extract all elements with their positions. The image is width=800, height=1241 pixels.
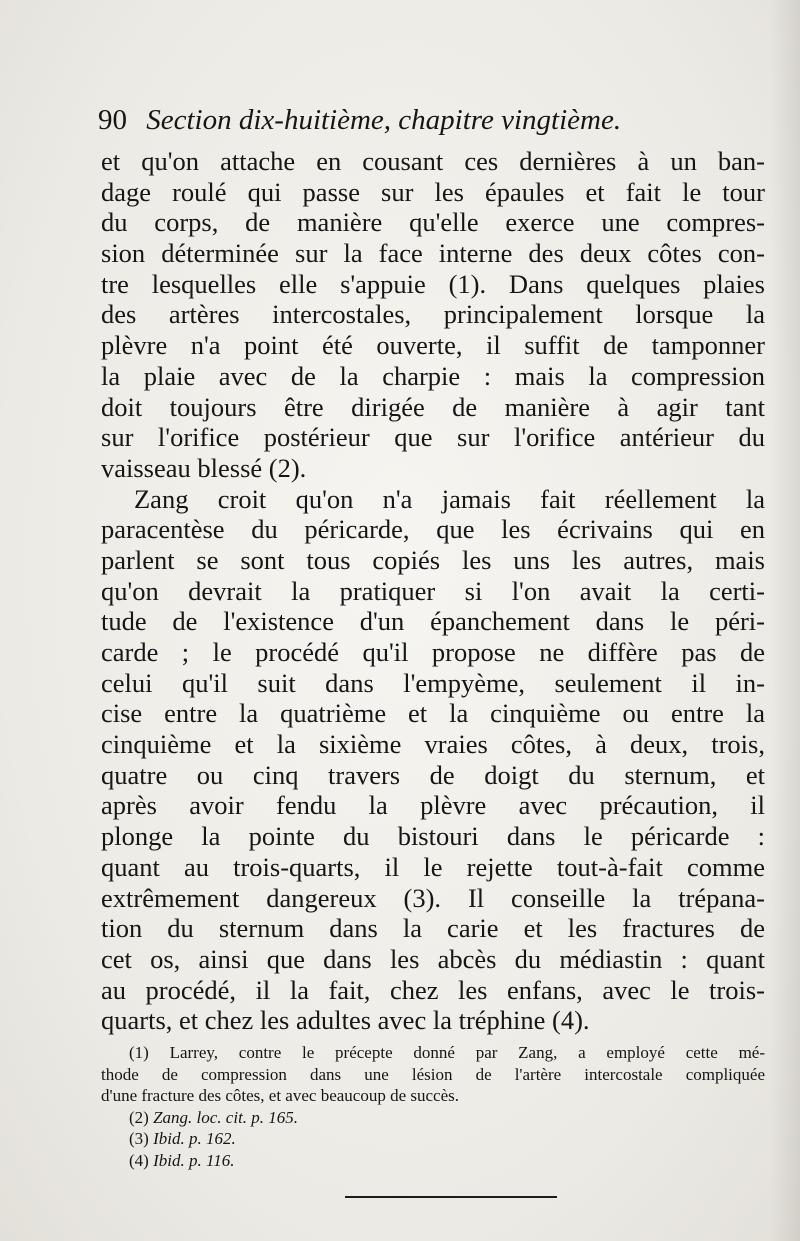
text-line: parlent se sont tous copiés les uns les autres, mais: [101, 544, 765, 575]
text-line: du corps, de manière qu'elle exerce une compres-: [101, 207, 765, 238]
text-line: quarts, et chez les adultes avec la tréphine (4).: [101, 1005, 590, 1036]
text-line: après avoir fendu la plèvre avec précaution, il: [101, 790, 765, 821]
text-line: qu'on devrait la pratiquer si l'on avait la certi-: [101, 575, 765, 606]
text-line: la plaie avec de la charpie : mais la compression: [101, 360, 765, 391]
footnote-3: [101, 1128, 765, 1150]
text-line: au procédé, il la fait, chez les enfans, avec le trois-: [101, 974, 765, 1005]
footnote-3-mark: (3): [129, 1129, 149, 1148]
text-line: quatre ou cinq travers de doigt du sternum, et: [101, 759, 765, 790]
page-header: [98, 103, 698, 137]
footnote-1-line: d'une fracture des côtes, et avec beaucoup de succès.: [101, 1086, 459, 1105]
text-line: dage roulé qui passe sur les épaules et fait le tour: [101, 176, 765, 207]
footer-rule: [345, 1196, 557, 1198]
text-line: plonge la pointe du bistouri dans le péricarde :: [101, 821, 765, 852]
page-number: 90: [98, 104, 127, 136]
text-line: cinquième et la sixième vraies côtes, à deux, trois,: [101, 729, 765, 760]
footnote-2-mark: (2): [129, 1107, 149, 1127]
text-line: paracentèse du péricarde, que les écrivains qui en: [101, 514, 765, 545]
footnote-3-ref: Ibid. p. 162.: [153, 1129, 236, 1148]
body-text: [101, 146, 765, 1036]
footnotes: [101, 1042, 765, 1171]
text-line: tion du sternum dans la carie et les fractures de: [101, 913, 765, 944]
text-line: tude de l'existence d'un épanchement dans le péri-: [101, 606, 765, 637]
footnote-2: [101, 1107, 765, 1129]
footnote-4: [101, 1150, 765, 1172]
running-title: Section dix-huitième, chapitre vingtième.: [146, 104, 622, 136]
footnote-2-ref: Zang. loc. cit. p. 165.: [153, 1107, 299, 1127]
text-line: sur l'orifice postérieur que sur l'orifice antérieur du: [101, 422, 765, 453]
text-line: et qu'on attache en cousant ces dernières à un ban-: [101, 146, 765, 176]
text-line: tre lesquelles elle s'appuie (1). Dans quelques plaies: [101, 268, 765, 299]
text-line: extrêmement dangereux (3). Il conseille la trépana-: [101, 882, 765, 913]
footnote-1-line: (1) Larrey, contre le précepte donné par Zang, a employé cette mé-: [129, 1043, 765, 1062]
text-line: celui qu'il suit dans l'empyème, seulement il in-: [101, 667, 765, 698]
text-line: doit toujours être dirigée de manière à agir tant: [101, 391, 765, 422]
text-line: cet os, ainsi que dans les abcès du médiastin : quant: [101, 943, 765, 974]
text-line: Zang croit qu'on n'a jamais fait réellement la: [134, 483, 765, 514]
text-line: cise entre la quatrième et la cinquième ou entre la: [101, 698, 765, 729]
text-line: sion déterminée sur la face interne des deux côtes con-: [101, 238, 765, 269]
footnote-1-line: thode de compression dans une lésion de l'artère intercostale compliquée: [101, 1064, 765, 1084]
text-line: vaisseau blessé (2).: [101, 452, 307, 483]
text-line: plèvre n'a point été ouverte, il suffit de tamponner: [101, 330, 765, 361]
text-line: carde ; le procédé qu'il propose ne diffère pas de: [101, 637, 765, 667]
footnote-4-ref: Ibid. p. 116.: [153, 1150, 235, 1170]
page-edge-shadow: [770, 0, 800, 1241]
text-line: quant au trois-quarts, il le rejette tout-à-fait comme: [101, 851, 765, 882]
footnote-4-mark: (4): [129, 1150, 149, 1170]
text-line: des artères intercostales, principalement lorsque la: [101, 299, 765, 330]
